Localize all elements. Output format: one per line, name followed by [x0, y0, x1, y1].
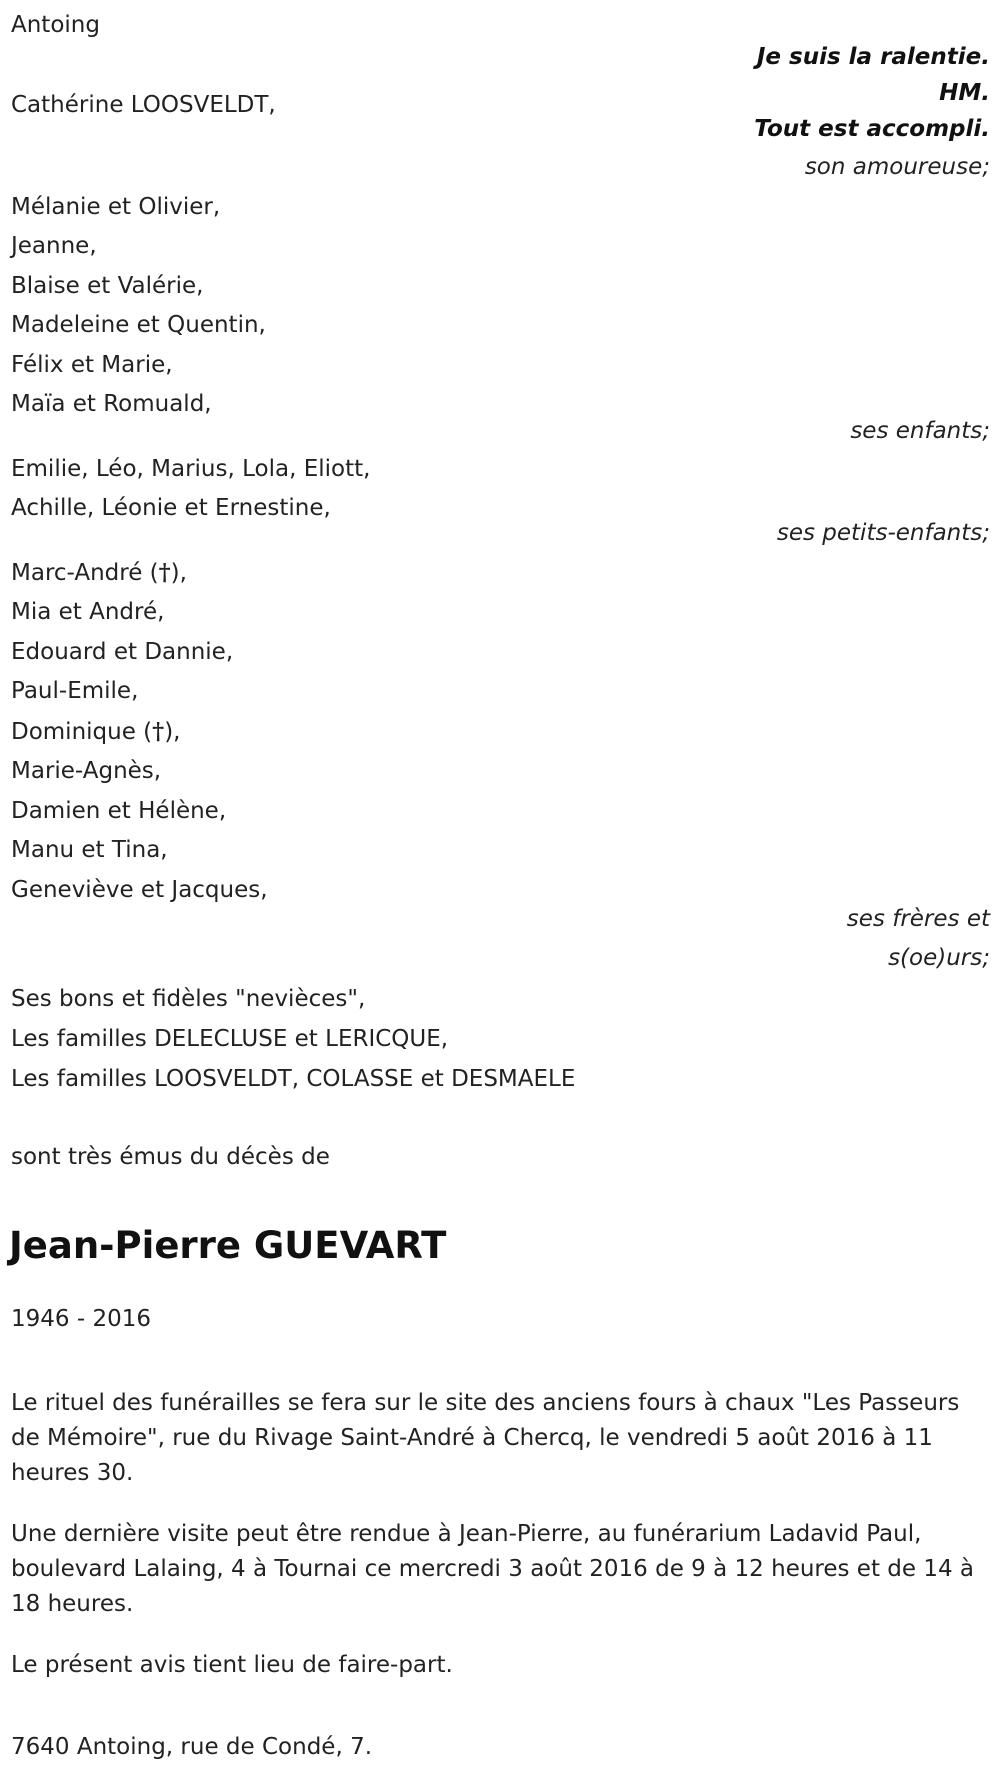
life-years: 1946 - 2016	[11, 1306, 151, 1332]
sibling-name: Edouard et Dannie,	[11, 639, 234, 665]
cross-icon: †	[152, 718, 165, 745]
child-name: Blaise et Valérie,	[11, 273, 204, 299]
sibling-name: Marie-Agnès,	[11, 758, 162, 784]
family-line: Ses bons et fidèles "nevièces",	[11, 986, 366, 1012]
sibling-name: Paul-Emile,	[11, 678, 139, 704]
quote-line-2: HM.	[939, 80, 990, 106]
funeral-paragraph: Le rituel des funérailles se fera sur le site des anciens fours à chaux "Les Passeurs de Mémoire", rue du Rivage Saint-André à Chercq, le vendredi 5 août 2016 à 11 heures 30.	[11, 1390, 960, 1486]
family-line: Les familles LOOSVELDT, COLASSE et DESMAELE	[11, 1066, 576, 1092]
siblings-relation-line-1: ses frères et	[846, 906, 990, 932]
siblings-relation-line-2: s(oe)urs;	[888, 945, 990, 971]
sibling-name: Marc-André (†),	[11, 559, 187, 586]
quote-line-3: Tout est accompli.	[754, 116, 990, 142]
child-name: Félix et Marie,	[11, 352, 173, 378]
spouse-name: Cathérine LOOSVELDT,	[11, 92, 276, 118]
visit-paragraph: Une dernière visite peut être rendue à Jean-Pierre, au funérarium Ladavid Paul, boulevard Lalaing, 4 à Tournai ce mercredi 3 août 2016 de 9 à 12 heures et de 14 à 18 heures.	[11, 1521, 975, 1617]
child-name: Jeanne,	[11, 233, 97, 259]
child-name: Madeleine et Quentin,	[11, 312, 266, 338]
cross-icon: †	[158, 559, 171, 586]
family-line: Les familles DELECLUSE et LERICQUE,	[11, 1026, 449, 1052]
deceased-name: Jean-Pierre GUEVART	[9, 1224, 447, 1267]
sibling-name: Damien et Hélène,	[11, 798, 227, 824]
notice-paragraph: Le présent avis tient lieu de faire-part.	[11, 1652, 453, 1678]
grandchildren-line: Achille, Léonie et Ernestine,	[11, 495, 331, 521]
announcement-text: sont très émus du décès de	[11, 1144, 330, 1170]
quote-line-1: Je suis la ralentie.	[756, 44, 990, 70]
address-line: 7640 Antoing, rue de Condé, 7.	[11, 1734, 373, 1760]
sibling-name: Geneviève et Jacques,	[11, 877, 268, 903]
sibling-name: Dominique (†),	[11, 718, 181, 745]
grandchildren-relation: ses petits-enfants;	[776, 520, 990, 546]
spouse-relation: son amoureuse;	[804, 154, 990, 180]
grandchildren-line: Emilie, Léo, Marius, Lola, Eliott,	[11, 456, 371, 482]
child-name: Maïa et Romuald,	[11, 391, 212, 417]
children-relation: ses enfants;	[850, 418, 990, 444]
sibling-name: Mia et André,	[11, 599, 165, 625]
sibling-name: Manu et Tina,	[11, 837, 168, 863]
place-heading: Antoing	[11, 12, 100, 38]
child-name: Mélanie et Olivier,	[11, 194, 221, 220]
